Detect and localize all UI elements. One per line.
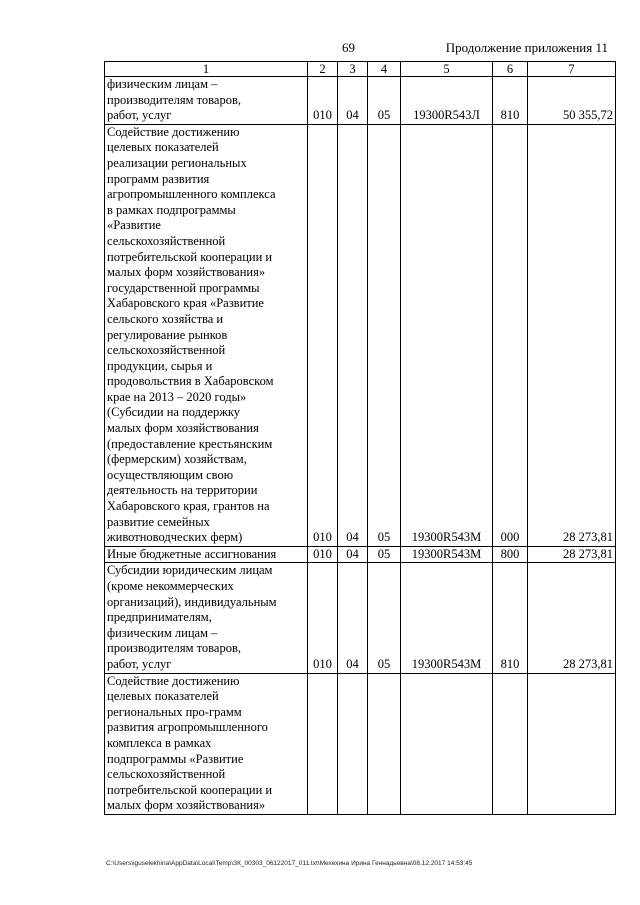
table-row — [105, 546, 616, 563]
expense-type-code: 810 — [493, 563, 528, 673]
file-path-footer: C:\Users\iguselekhina\AppData\Local\Temp\ЗК_00303_06122017_011.txt\Мехехина Ирина Геннадьевна\08.12.2017 14:53:45 — [106, 860, 473, 867]
budget-table — [104, 61, 616, 815]
section-code: 04 — [338, 124, 368, 546]
amount: 28 273,81 — [528, 563, 616, 673]
column-header: 6 — [493, 62, 528, 77]
section-code: 04 — [338, 546, 368, 563]
column-header: 3 — [338, 62, 368, 77]
table-row — [105, 77, 616, 125]
expense-type-code — [493, 673, 528, 814]
section-code — [338, 673, 368, 814]
subsection-code: 05 — [368, 77, 401, 125]
ministry-code: 010 — [308, 563, 338, 673]
column-number-row — [105, 62, 616, 77]
expense-type-code: 000 — [493, 124, 528, 546]
expense-type-code: 810 — [493, 77, 528, 125]
row-description: Содействие достижению целевых показателей реализации региональных программ развития агропромышленного комплекса в рамках подпрограммы «Развитие сельскохозяйственной потребительской кооперации и малых форм хозяйствования» государственной программы Хабаровского края «Развитие сельского хозяйства и регулирование рынков сельскохозяйственной продукции, сырья и продовольствия в Хабаровском крае на 2013 – 2020 годы» (Субсидии на поддержку малых форм хозяйствования (предоставление крестьянским (фермерским) хозяйствам, осуществляющим свою деятельность на территории Хабаровского края, грантов на развитие семейных животноводческих ферм) — [105, 124, 308, 546]
ministry-code — [308, 673, 338, 814]
target-article-code: 19300R543М — [401, 546, 493, 563]
row-description: Иные бюджетные ассигнования — [105, 546, 308, 563]
row-description: Содействие достижению целевых показателей региональных про-грамм развития агропромышленного комплекса в рамках подпрограммы «Развитие сельскохозяйственной потребительской кооперации и малых форм хозяйствования» — [105, 673, 308, 814]
amount: 28 273,81 — [528, 124, 616, 546]
target-article-code: 19300R543М — [401, 563, 493, 673]
amount — [528, 673, 616, 814]
column-header: 7 — [528, 62, 616, 77]
section-code: 04 — [338, 563, 368, 673]
table-row — [105, 563, 616, 673]
table-row — [105, 673, 616, 814]
page-number: 69 — [342, 40, 355, 55]
subsection-code: 05 — [368, 546, 401, 563]
section-code: 04 — [338, 77, 368, 125]
target-article-code: 19300R543М — [401, 124, 493, 546]
expense-type-code: 800 — [493, 546, 528, 563]
subsection-code: 05 — [368, 563, 401, 673]
table-row — [105, 124, 616, 546]
column-header: 1 — [105, 62, 308, 77]
subsection-code — [368, 673, 401, 814]
column-header: 5 — [401, 62, 493, 77]
ministry-code: 010 — [308, 546, 338, 563]
appendix-continuation: Продолжение приложения 11 — [445, 40, 608, 55]
amount: 50 355,72 — [528, 77, 616, 125]
page-header — [0, 40, 640, 58]
subsection-code: 05 — [368, 124, 401, 546]
amount: 28 273,81 — [528, 546, 616, 563]
row-description: физическим лицам – производителям товаров, работ, услуг — [105, 77, 308, 125]
ministry-code: 010 — [308, 124, 338, 546]
column-header: 2 — [308, 62, 338, 77]
target-article-code — [401, 673, 493, 814]
column-header: 4 — [368, 62, 401, 77]
ministry-code: 010 — [308, 77, 338, 125]
row-description: Субсидии юридическим лицам (кроме некоммерческих организаций), индивидуальным предпринимателям, физическим лицам – производителям товаров, работ, услуг — [105, 563, 308, 673]
target-article-code: 19300R543Л — [401, 77, 493, 125]
